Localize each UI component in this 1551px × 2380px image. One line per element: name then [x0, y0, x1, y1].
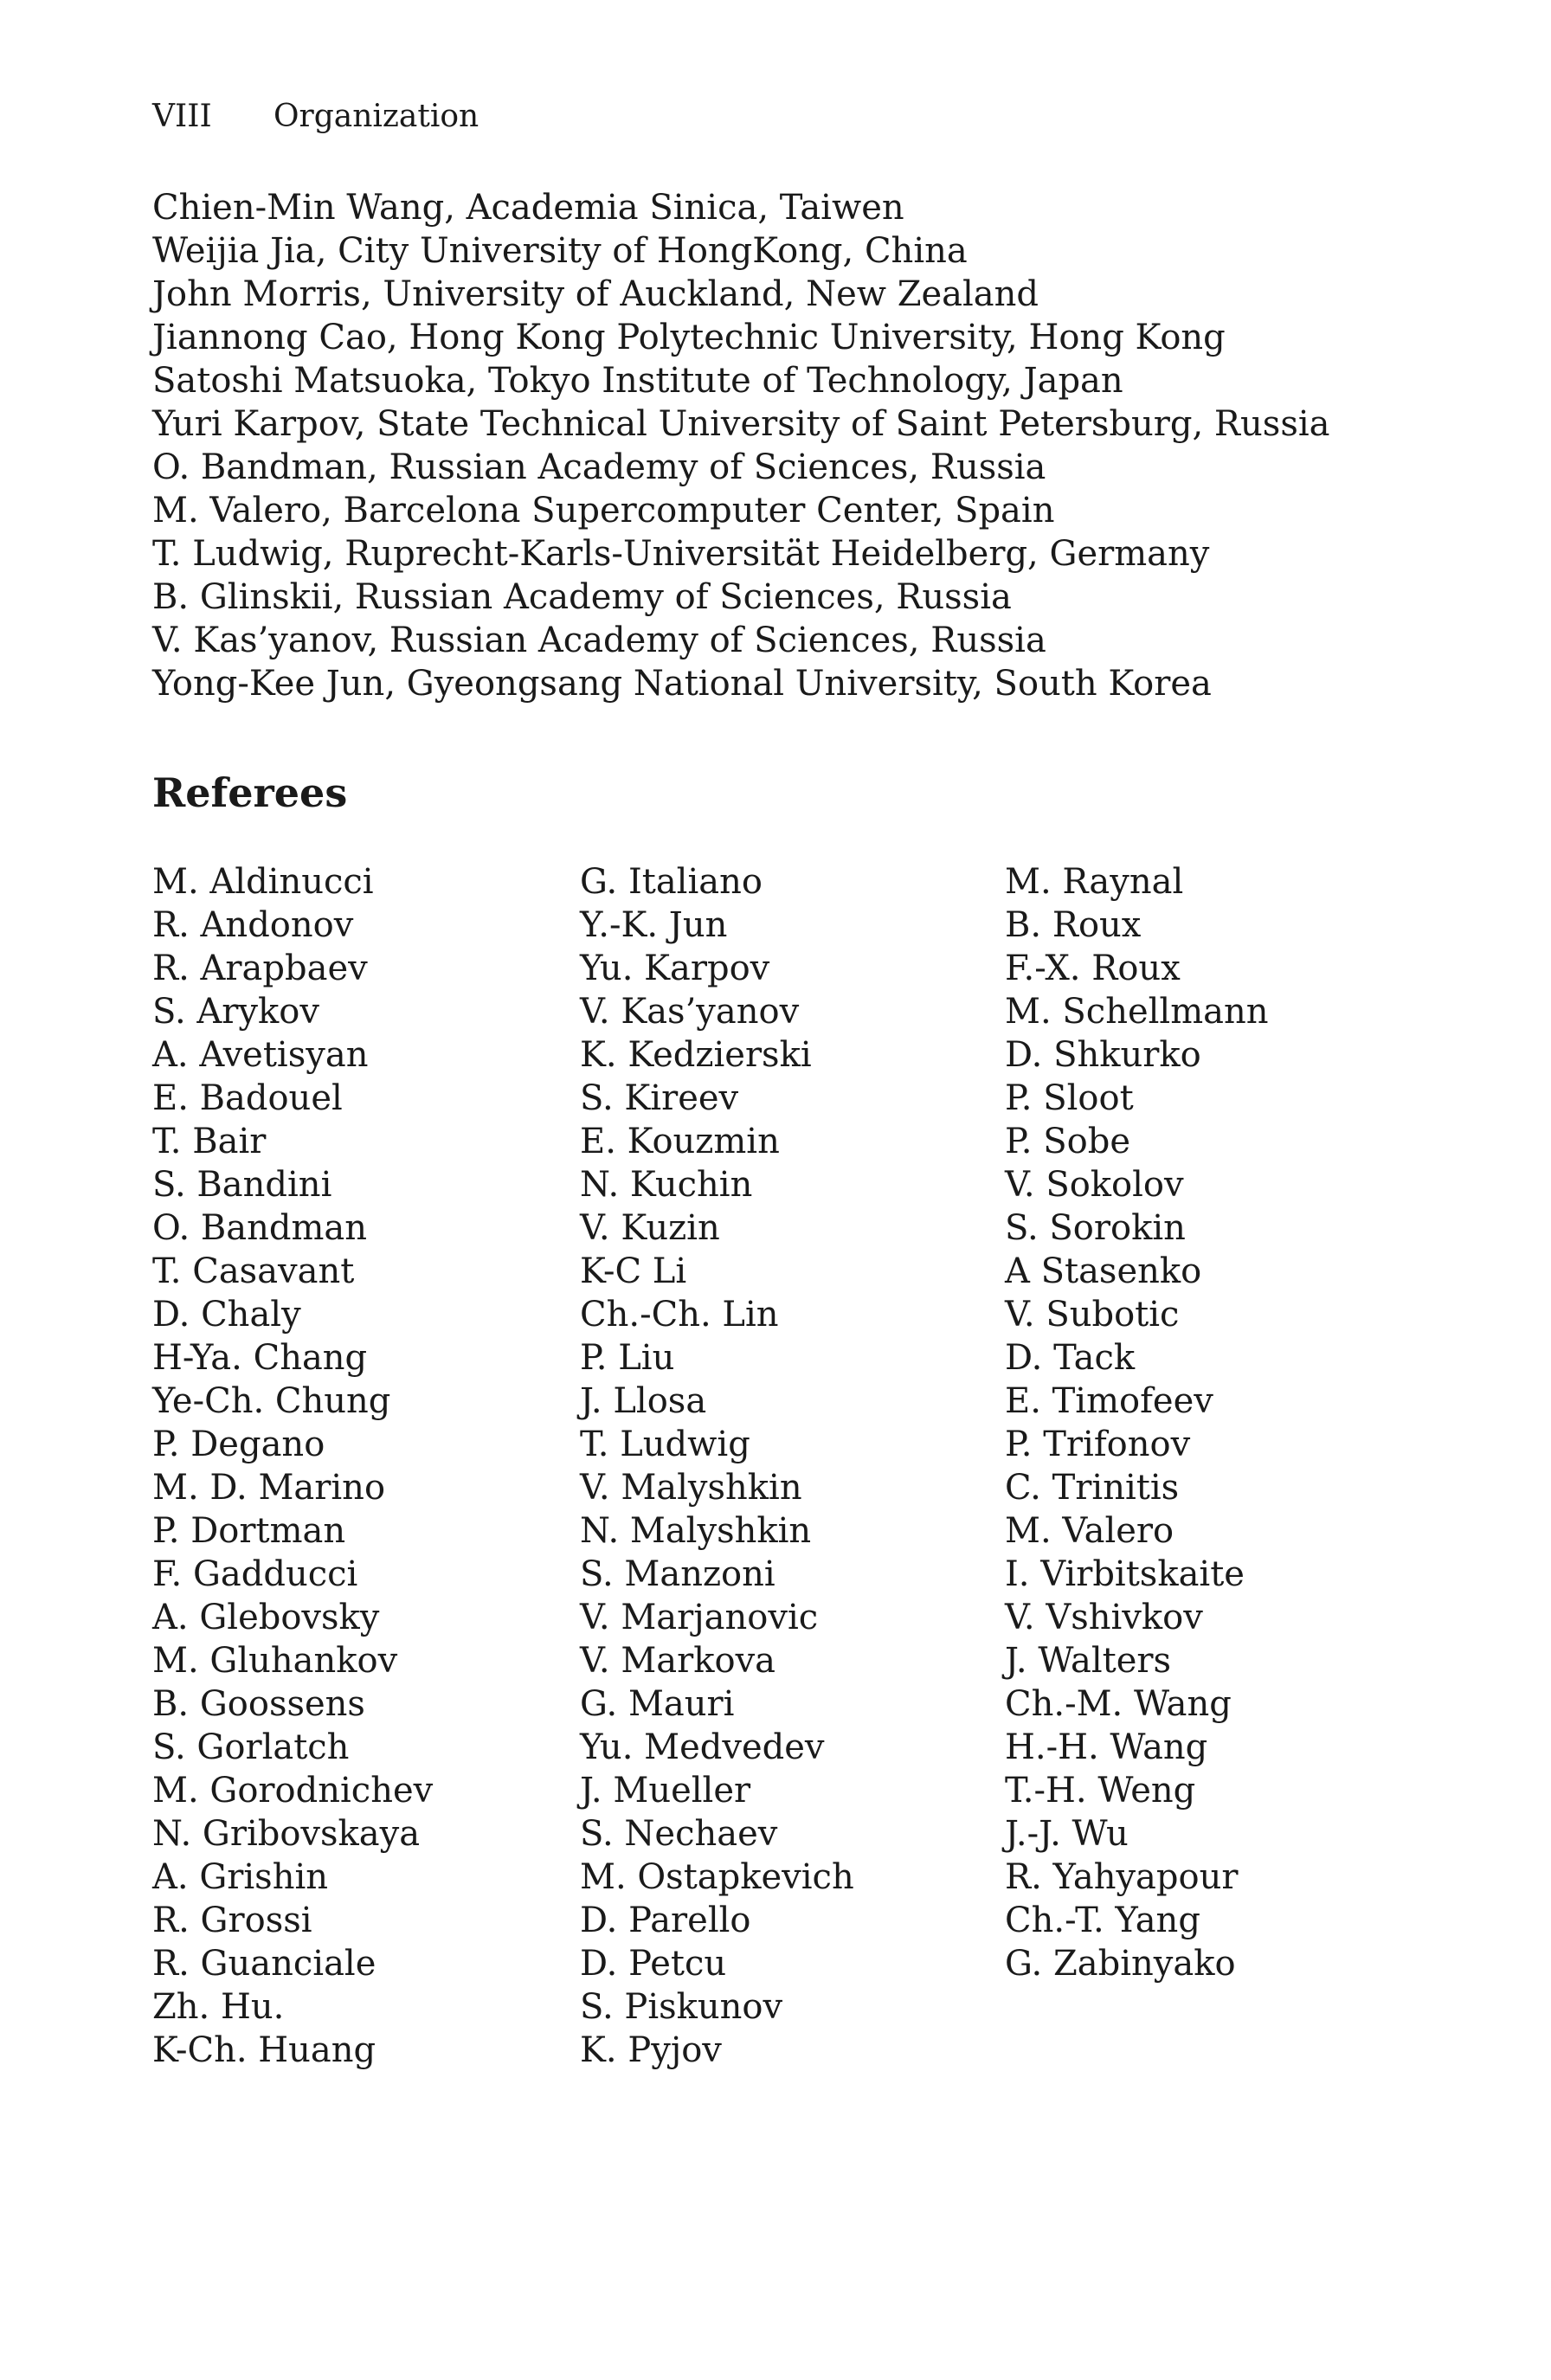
referee-name: J.-J. Wu — [1005, 1814, 1129, 1854]
committee-list — [152, 186, 1399, 705]
referee-name: R. Grossi — [152, 1901, 312, 1940]
referee-name: V. Vshivkov — [1005, 1598, 1203, 1637]
referee-name: S. Sorokin — [1005, 1208, 1186, 1248]
referee-name: R. Arapbaev — [152, 949, 368, 988]
referee-name: M. Gluhankov — [152, 1641, 398, 1681]
referee-name: M. Ostapkevich — [580, 1857, 854, 1897]
referee-name: S. Arykov — [152, 992, 319, 1032]
referee-name: G. Zabinyako — [1005, 1944, 1236, 1984]
referees-column-2 — [580, 860, 854, 2072]
referee-name: P. Trifonov — [1005, 1425, 1191, 1464]
referee-name: Ye-Ch. Chung — [152, 1381, 391, 1421]
referees-heading: Referees — [152, 769, 348, 816]
referee-name: C. Trinitis — [1005, 1468, 1180, 1508]
referee-name: T. Bair — [152, 1122, 267, 1161]
referee-name: S. Gorlatch — [152, 1727, 350, 1767]
referee-name: J. Mueller — [580, 1771, 751, 1811]
referee-name: T. Ludwig — [580, 1425, 750, 1464]
referee-name: Ch.-M. Wang — [1005, 1684, 1232, 1724]
referee-name: D. Shkurko — [1005, 1035, 1201, 1075]
referee-name: A. Grishin — [152, 1857, 329, 1897]
referee-name: G. Mauri — [580, 1684, 735, 1724]
committee-member: John Morris, University of Auckland, New Zealand — [152, 274, 1039, 314]
referee-name: K-C Li — [580, 1251, 687, 1291]
referee-name: N. Kuchin — [580, 1165, 753, 1205]
referee-name: M. Raynal — [1005, 862, 1184, 902]
referee-name: E. Badouel — [152, 1078, 343, 1118]
referee-name: O. Bandman — [152, 1208, 368, 1248]
referee-name: K. Kedzierski — [580, 1035, 812, 1075]
referee-name: S. Nechaev — [580, 1814, 778, 1854]
referee-name: J. Walters — [1005, 1641, 1172, 1681]
referee-name: V. Malyshkin — [580, 1468, 802, 1508]
referee-name: V. Subotic — [1005, 1295, 1180, 1335]
referee-name: K-Ch. Huang — [152, 2030, 376, 2070]
referee-name: Y.-K. Jun — [580, 905, 728, 945]
committee-member: O. Bandman, Russian Academy of Sciences, Russia — [152, 447, 1046, 487]
referee-name: S. Manzoni — [580, 1554, 776, 1594]
referee-name: N. Malyshkin — [580, 1511, 812, 1551]
referee-name: V. Marjanovic — [580, 1598, 819, 1637]
referees-list — [152, 860, 1399, 2072]
referee-name: Yu. Medvedev — [580, 1727, 825, 1767]
committee-member: Yong-Kee Jun, Gyeongsang National University, South Korea — [152, 664, 1212, 704]
referee-name: V. Sokolov — [1005, 1165, 1184, 1205]
referee-name: F.-X. Roux — [1005, 949, 1181, 988]
referee-name: P. Sloot — [1005, 1078, 1134, 1118]
referee-name: P. Sobe — [1005, 1122, 1130, 1161]
committee-member: T. Ludwig, Ruprecht-Karls-Universität Heidelberg, Germany — [152, 534, 1210, 574]
referee-name: K. Pyjov — [580, 2030, 722, 2070]
referee-name: S. Bandini — [152, 1165, 332, 1205]
referee-name: S. Kireev — [580, 1078, 739, 1118]
committee-member: Weijia Jia, City University of HongKong, China — [152, 231, 968, 271]
committee-member: Yuri Karpov, State Technical University of Saint Petersburg, Russia — [152, 404, 1330, 444]
referee-name: R. Guanciale — [152, 1944, 376, 1984]
running-head — [152, 95, 479, 138]
referee-name: M. Schellmann — [1005, 992, 1269, 1032]
referee-name: N. Gribovskaya — [152, 1814, 421, 1854]
referee-name: R. Andonov — [152, 905, 354, 945]
referee-name: E. Kouzmin — [580, 1122, 780, 1161]
running-head-section: Organization — [274, 99, 479, 134]
referee-name: T.-H. Weng — [1005, 1771, 1196, 1811]
committee-member: Jiannong Cao, Hong Kong Polytechnic University, Hong Kong — [152, 318, 1226, 357]
referee-name: A. Avetisyan — [152, 1035, 369, 1075]
referee-name: M. Valero — [1005, 1511, 1175, 1551]
referee-name: M. D. Marino — [152, 1468, 386, 1508]
referee-name: V. Kas’yanov — [580, 992, 800, 1032]
referee-name: G. Italiano — [580, 862, 763, 902]
referee-name: D. Parello — [580, 1901, 751, 1940]
referee-name: D. Tack — [1005, 1338, 1136, 1378]
referee-name: Ch.-Ch. Lin — [580, 1295, 779, 1335]
referee-name: M. Aldinucci — [152, 862, 374, 902]
referee-name: Zh. Hu. — [152, 1987, 285, 2027]
referee-name: M. Gorodnichev — [152, 1771, 434, 1811]
referee-name: V. Kuzin — [580, 1208, 720, 1248]
referee-name: S. Piskunov — [580, 1987, 783, 2027]
referee-name: B. Goossens — [152, 1684, 365, 1724]
referee-name: J. Llosa — [580, 1381, 707, 1421]
referee-name: P. Dortman — [152, 1511, 346, 1551]
referee-name: Ch.-T. Yang — [1005, 1901, 1200, 1940]
referee-name: P. Liu — [580, 1338, 675, 1378]
committee-member: B. Glinskii, Russian Academy of Sciences, Russia — [152, 577, 1012, 617]
committee-member: V. Kas’yanov, Russian Academy of Sciences, Russia — [152, 621, 1046, 660]
referee-name: R. Yahyapour — [1005, 1857, 1239, 1897]
page-number: VIII — [152, 99, 212, 134]
committee-member: M. Valero, Barcelona Supercomputer Center, Spain — [152, 491, 1055, 531]
referee-name: E. Timofeev — [1005, 1381, 1213, 1421]
referee-name: H-Ya. Chang — [152, 1338, 368, 1378]
referee-name: A. Glebovsky — [152, 1598, 380, 1637]
referees-column-1 — [152, 860, 433, 2072]
referee-name: V. Markova — [580, 1641, 776, 1681]
referee-name: D. Petcu — [580, 1944, 727, 1984]
referees-column-3 — [1005, 860, 1269, 1985]
referee-name: Yu. Karpov — [580, 949, 770, 988]
referee-name: T. Casavant — [152, 1251, 355, 1291]
committee-member: Chien-Min Wang, Academia Sinica, Taiwen — [152, 188, 904, 228]
referee-name: H.-H. Wang — [1005, 1727, 1208, 1767]
committee-member: Satoshi Matsuoka, Tokyo Institute of Technology, Japan — [152, 361, 1123, 401]
referee-name: B. Roux — [1005, 905, 1142, 945]
referee-name: A Stasenko — [1005, 1251, 1202, 1291]
referee-name: F. Gadducci — [152, 1554, 358, 1594]
referee-name: P. Degano — [152, 1425, 325, 1464]
referee-name: D. Chaly — [152, 1295, 301, 1335]
referee-name: I. Virbitskaite — [1005, 1554, 1245, 1594]
